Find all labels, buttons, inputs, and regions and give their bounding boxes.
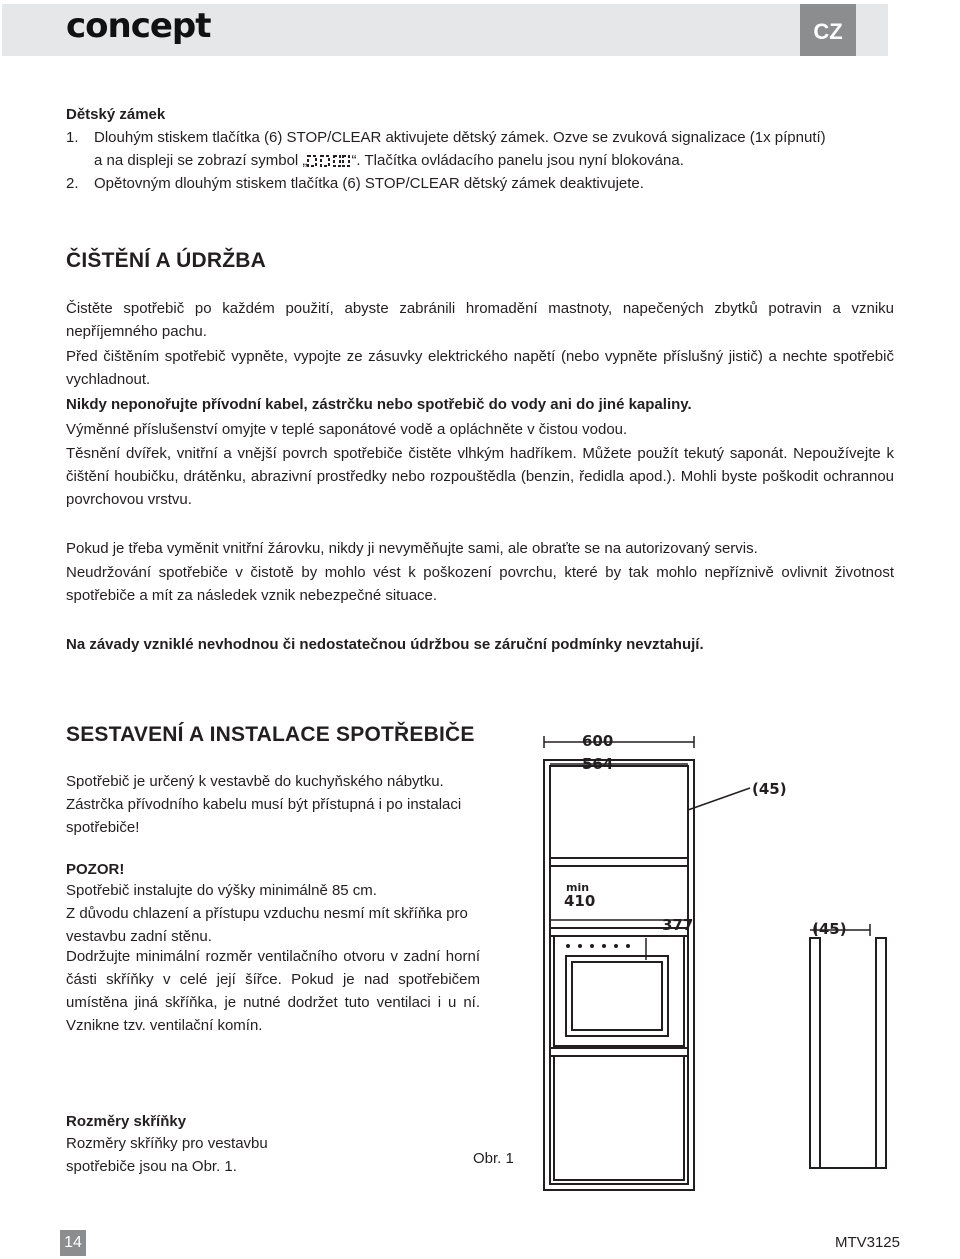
list-text: a na displeji se zobrazí symbol „	[94, 152, 308, 169]
cabinet-shelf	[550, 858, 688, 866]
list-number: 2.	[66, 175, 79, 192]
child-lock-list	[66, 126, 906, 195]
install-paragraph: Spotřebič je určený k vestavbě do kuchyňského nábytku. Zástrčka přívodního kabelu musí být přístupná i po instalaci spotřebiče!	[66, 773, 462, 836]
cleaning-warning: Nikdy neponořujte přívodní kabel, zástrčku nebo spotřebič do vody ani do jiné kapaliny.	[66, 396, 692, 413]
list-number: 1.	[66, 129, 79, 146]
dim-564: 564	[582, 755, 614, 773]
child-lock-title: Dětský zámek	[66, 106, 166, 123]
list-text: Opětovným dlouhým stiskem tlačítka (6) STOP/CLEAR dětský zámek deaktivujete.	[94, 175, 644, 192]
dims-text: Rozměry skříňky pro vestavbu spotřebiče jsou na Obr. 1.	[66, 1135, 268, 1175]
cabinet-shelf	[550, 1048, 688, 1056]
list-text: “. Tlačítka ovládacího panelu jsou nyní blokována.	[351, 152, 684, 169]
warning-text: Z důvodu chlazení a přístupu vzduchu nesmí mít skříňka pro vestavbu zadní stěnu.	[66, 905, 468, 945]
warning-title: POZOR!	[66, 861, 125, 878]
page-header	[0, 0, 960, 60]
cleaning-paragraph: Čistěte spotřebič po každém použití, abyste zabránili hromadění mastnoty, napečených zbytků potravin a vzniku nepříjemného pachu.	[66, 300, 894, 340]
side-profile	[810, 938, 820, 1168]
dim-45-top: (45)	[752, 780, 787, 798]
cleaning-paragraph: Pokud je třeba vyměnit vnitřní žárovku, nikdy ji nevyměňujte sami, ale obraťte se na autorizovaný servis.	[66, 540, 758, 557]
cleaning-title: ČIŠTĚNÍ A ÚDRŽBA	[66, 249, 266, 272]
warning-text: Dodržujte minimální rozměr ventilačního otvoru v zadní horní části skříňky v celé její šířce. Pokud je nad spotřebičem umístěna jiná skříňka, je nutné dodržet tuto ventilaci i u ní. Vznikne tzv. ventilační komín.	[66, 948, 480, 1034]
language-badge: CZ	[800, 4, 856, 56]
lock-symbol-icon	[307, 154, 351, 168]
side-profile	[876, 938, 886, 1168]
dims-title: Rozměry skříňky	[66, 1113, 187, 1130]
list-item	[66, 126, 906, 172]
cleaning-paragraph: Těsnění dvířek, vnitřní a vnější povrch spotřebiče čistěte vlhkým hadříkem. Můžete použít tekutý saponát. Nepoužívejte k čištění houbičku, drátěnku, abrazivní prostředky nebo rozpouštědla (benzin, ředidla apod.). Mohli byste poškodit ochrannou povrchovou vrstvu.	[66, 445, 894, 508]
brand-logo: concept	[66, 6, 211, 46]
install-title: SESTAVENÍ A INSTALACE SPOTŘEBIČE	[66, 723, 475, 746]
cleaning-paragraph: Výměnné příslušenství omyjte v teplé saponátové vodě a opláchněte v čistou vodou.	[66, 421, 628, 438]
dim-377: 377	[662, 916, 694, 934]
dim-410: 410	[564, 892, 596, 910]
dim-min-label: min	[566, 881, 590, 894]
microwave-window	[572, 962, 662, 1030]
warranty-note: Na závady vzniklé nevhodnou či nedostatečnou údržbou se záruční podmínky nevztahují.	[66, 636, 704, 653]
microwave-door	[566, 956, 668, 1036]
figure-caption: Obr. 1	[473, 1150, 514, 1167]
cabinet-diagram	[520, 720, 900, 1200]
dim-45-side: (45)	[812, 920, 847, 938]
cleaning-paragraph: Neudržování spotřebiče v čistotě by mohlo vést k poškození povrchu, které by tak mohlo nepříznivě ovlivnit životnost spotřebiče a mít za následek vznik nebezpečné situace.	[66, 564, 894, 604]
page-number: 14	[60, 1230, 86, 1256]
lower-compartment	[554, 1056, 684, 1180]
model-number: MTV3125	[834, 1234, 900, 1251]
dim-600: 600	[582, 732, 614, 750]
warning-text: Spotřebič instalujte do výšky minimálně 85 cm.	[66, 882, 377, 899]
list-item	[66, 172, 906, 195]
cleaning-paragraph: Před čištěním spotřebič vypněte, vypojte ze zásuvky elektrického napětí (nebo vypněte příslušný jistič) a nechte spotřebič vychladnout.	[66, 348, 894, 388]
list-text: Dlouhým stiskem tlačítka (6) STOP/CLEAR aktivujete dětský zámek. Ozve se zvuková signalizace (1x pípnutí)	[94, 129, 826, 146]
